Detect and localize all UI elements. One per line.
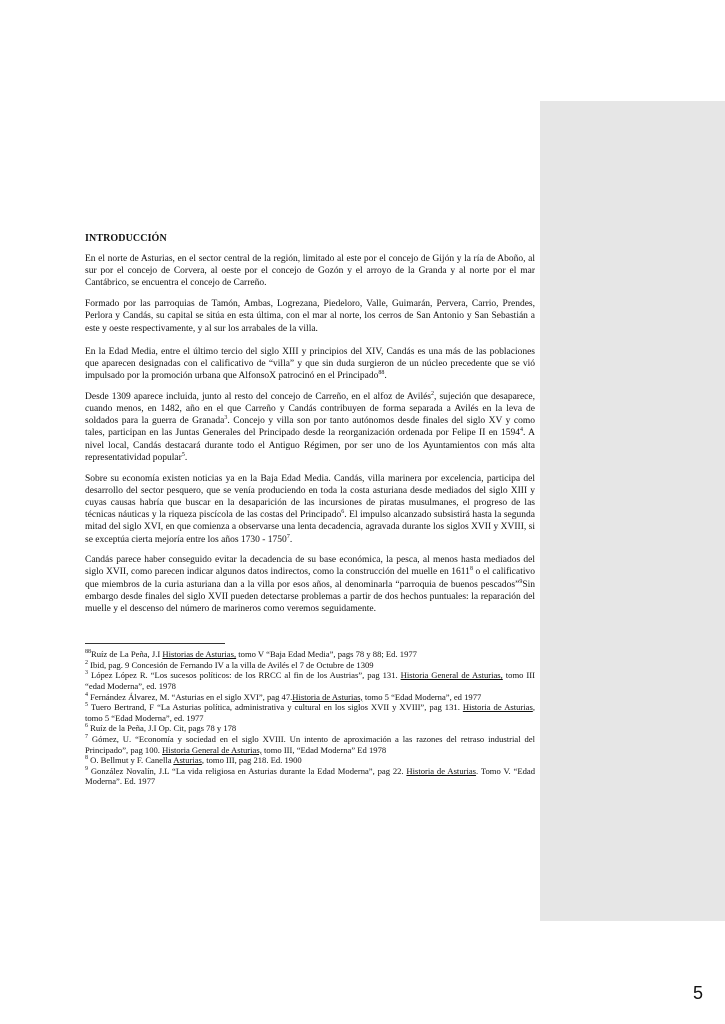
footnote-ref: 6 [85, 723, 88, 730]
text-run: Sobre su economía existen noticias ya en la Baja Edad Media. Candás, villa marinera por excelencia, participa del desarrollo del sector pesquero, que se venía produciendo en toda la costa asturiana desde mediados del siglo XIII y cuyas causas habría que buscar en la desaparición de las incursiones de piratas musulmanes, el progreso de las técnicas náuticas y la riqueza piscícola de las costas del Principado [85, 473, 535, 521]
text-run: O. Bellmut y F. Canella [88, 755, 174, 766]
body-paragraph [85, 346, 535, 383]
footnote-ref: 4 [85, 691, 88, 698]
text-run: Fernández Álvarez, M. “Asturias en el siglo XVI”, pag 47. [88, 691, 293, 702]
footnote-ref: 3 [224, 415, 228, 422]
footnote [85, 755, 535, 766]
text-run: En la Edad Media, entre el último tercio del siglo XIII y principios del XIV, Candás es una más de las poblaciones que aparecen designadas con el calificativo de “villa” y que sin duda surgieron de un núcleo precedente que se vió impulsado por la promoción urbana que AlfonsoX patrocinó en el Principado [85, 346, 535, 382]
underlined-title: Historia General de Asturias, [162, 744, 262, 755]
footnote-ref: 88 [378, 369, 385, 376]
underlined-title: Historias de Asturias, [162, 649, 237, 660]
text-run: Gómez, U. “Economía y sociedad en el siglo XVIII. Un intento de aproximación a las razones del retraso industrial del Principado”, pag 100. [85, 734, 535, 755]
footnote-ref: 5 [181, 451, 185, 458]
footnote-ref: 8 [85, 755, 88, 762]
text-run: . [384, 371, 387, 382]
footnote-ref: 2 [431, 390, 434, 397]
body-paragraph [85, 473, 535, 546]
text-run: tomo 5 “Edad Moderna”, ed 1977 [362, 691, 482, 702]
text-run: Ruíz de la Peña, J.I Op. Cit, pags 78 y 178 [88, 723, 237, 734]
text-run: tomo V “Baja Edad Media”, pags 78 y 88; Ed. 1977 [236, 649, 417, 660]
underlined-title: Historia General de Asturias, [400, 670, 503, 681]
underlined-title: Asturias [173, 755, 202, 766]
text-run: . El impulso alcanzado subsistirá hasta la segunda mitad del siglo XVI, en que comienza a observarse una lenta decadencia, agravada durante los siglos XVII y XVIII, si se exceptúa cierta mejoría entre los años 1730 - 1750 [85, 510, 535, 545]
document-body [85, 233, 535, 787]
text-run: . A nivel local, Candás destacará durante todo el Antiguo Régimen, por ser uno de los Ayuntamientos con más alta representatividad popular [85, 428, 536, 463]
footnote-ref: 5 [85, 702, 88, 709]
text-run: Sin embargo desde finales del siglo XVII pueden detectarse problemas a partir de dos hechos puntuales: la reparación del muelle y el descenso del número de marineros como veremos seguidamente. [85, 579, 535, 615]
underlined-title: Historia de Asturias, [292, 691, 363, 702]
text-run: . Concejo y villa son por tanto autónomos desde finales del siglo XV y como tales, participan en las Juntas Generales del Principado desde la reorganización ordenada por Felipe II en 1594 [85, 416, 535, 439]
footnote [85, 734, 535, 755]
footnote-ref: 2 [85, 660, 88, 667]
footnote [85, 670, 535, 691]
text-run: Tuero Bertrand, F “La Asturias política, administrativa y cultural en los siglos XVII y XVIII”, pag 131. [88, 702, 463, 713]
text-run: Ruíz de La Peña, J.I [91, 649, 163, 660]
footnote-ref: 88 [85, 649, 91, 656]
footnote-ref: 8 [469, 566, 473, 573]
text-run: , tomo 5 “Edad Moderna”, ed. 1977 [85, 702, 535, 723]
body-paragraph [85, 391, 535, 464]
footnote [85, 766, 535, 787]
footnote-ref: 4 [519, 427, 523, 434]
footnote [85, 649, 535, 660]
body-paragraph [85, 554, 535, 615]
page-number: 5 [693, 983, 704, 1003]
footnote [85, 723, 535, 734]
footnote-ref: 9 [519, 578, 523, 585]
body-paragraph [85, 253, 535, 290]
footnote-ref: 9 [85, 765, 88, 772]
comment-margin-pane [540, 101, 725, 921]
footnote-ref: 7 [85, 734, 88, 741]
underlined-title: Historia de Asturias [462, 702, 533, 713]
footnote-separator [85, 643, 225, 644]
section-heading: INTRODUCCIÓN [85, 233, 167, 244]
text-run: Candás parece haber conseguido evitar la decadencia de su base económica, la pesca, al menos hasta mediados del siglo XVII, como parecen indicar algunos datos indirectos, como la construcción del muelle en 1611 [85, 555, 535, 578]
footnote [85, 660, 535, 671]
underlined-title: Historia de Asturias [406, 765, 477, 776]
text-run: Desde 1309 aparece incluida, junto al resto del concejo de Carreño, en el alfoz de Avilés [85, 391, 431, 402]
footnote-ref: 7 [286, 533, 290, 540]
footnote-ref: 6 [341, 509, 345, 515]
text-run: González Novalín, J.L “La vida religiosa en Asturias durante la Edad Moderna”, pag 22. [88, 765, 407, 776]
paragraphs [85, 253, 535, 615]
text-run: , tomo III, pag 218. Ed. 1900 [201, 755, 302, 766]
text-run: López López R. “Los sucesos políticos: de los RRCC al fin de los Austrias”, pag 131. [88, 670, 401, 681]
footnote [85, 692, 535, 703]
text-run: Formado por las parroquias de Tamón, Ambas, Logrezana, Piedeloro, Valle, Guimarán, Pervera, Carrio, Prendes, Perlora y Candás, su capital se sitúa en esta última, con el mar al norte, los cerros de San Antonio y San Sebastián a este y oeste respectivamente, y al sur los arrabales de la villa. [85, 299, 535, 334]
footnotes [85, 649, 535, 787]
text-run: , sujeción que desaparece, cuando menos, en 1482, año en el que Carreño y Candás contribuyen de forma separada a Avilés en la leva de soldados para la guerra de Granada [85, 391, 535, 427]
text-run: . [184, 452, 188, 463]
text-run: tomo III “edad Moderna”, ed. 1978 [85, 670, 535, 692]
footnote-ref: 3 [85, 670, 88, 677]
text-run: En el norte de Asturias, en el sector central de la región, limitado al este por el concejo de Gijón y la ría de Aboño, al sur por el concejo de Corvera, al oeste por el concejo de Gozón y el arroyo de la Granda y al norte por el mar Cantábrico, se encuentra el concejo de Carreño. [85, 254, 535, 289]
footnote [85, 702, 535, 723]
text-run: tomo III, “Edad Moderna” Ed 1978 [261, 744, 387, 755]
body-paragraph [85, 298, 535, 335]
text-run: . [289, 534, 293, 545]
text-run: o el calificativo que miembros de la curia asturiana dan a la villa por esos años, al denominarla “parroquia de buenos pescados” [85, 567, 535, 590]
text-run: . Tomo V. “Edad Moderna”. Ed. 1977 [85, 765, 535, 787]
text-run: Ibid, pag. 9 Concesión de Fernando IV a la villa de Avilés el 7 de Octubre de 1309 [88, 659, 374, 670]
